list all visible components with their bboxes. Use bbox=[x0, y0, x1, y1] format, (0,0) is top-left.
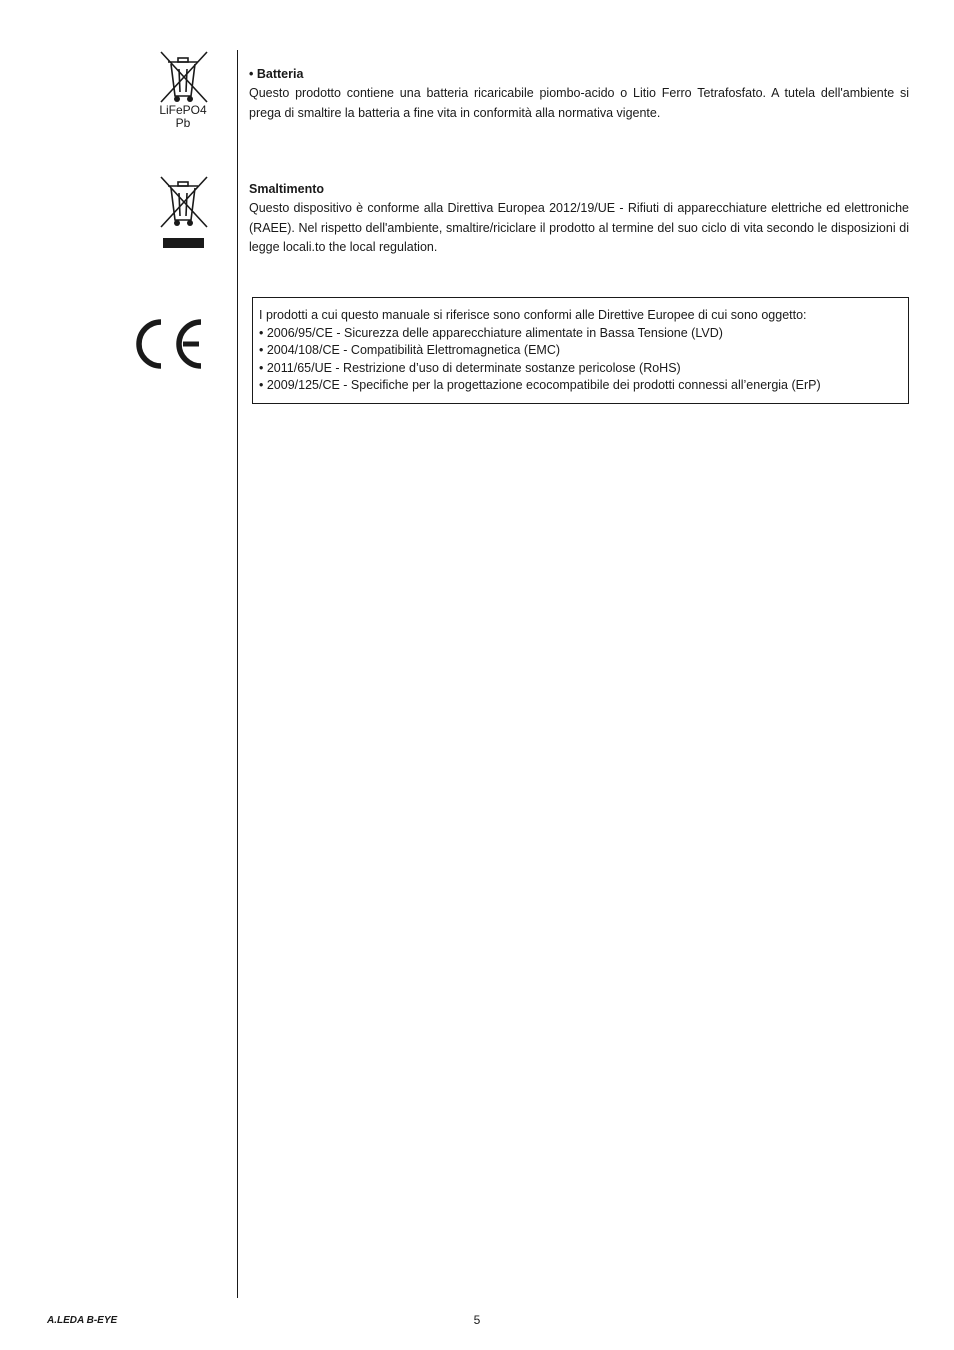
ce-mark-block bbox=[133, 316, 205, 372]
ce-conformity-box bbox=[252, 297, 909, 404]
ce-mark-icon bbox=[133, 316, 205, 372]
directive-list bbox=[259, 325, 902, 395]
disposal-text: Questo dispositivo è conforme alla Direttiva Europea 2012/19/UE - Rifiuti di apparecchiature elettriche ed elettroniche (RAEE). Nel rispetto dell'ambiente, smaltire/riciclare il prodotto al termine del suo ciclo di vita secondo le disposizioni di legge locali.to the local regulation. bbox=[249, 201, 909, 254]
battery-text: Questo prodotto contiene una batteria ricaricabile piombo-acido o Litio Ferro Tetrafosfato. A tutela dell'ambiente si prega di smaltire la batteria a fine vita in conformità alla normativa vigente. bbox=[249, 86, 909, 120]
battery-chemistry-label-2: Pb bbox=[175, 116, 191, 130]
directive-item: • 2006/95/CE - Sicurezza delle apparecchiature alimentate in Bassa Tensione (LVD) bbox=[259, 325, 723, 340]
footer-brand: A.LEDA B-EYE bbox=[47, 1315, 118, 1326]
weee-bin-icon bbox=[152, 176, 214, 252]
directive-item: • 2004/108/CE - Compatibilità Elettromagnetica (EMC) bbox=[259, 343, 561, 357]
disposal-section bbox=[249, 180, 909, 258]
battery-section bbox=[249, 65, 909, 123]
directive-item: • 2011/65/UE - Restrizione d’uso di determinate sostanze pericolose (RoHS) bbox=[259, 360, 681, 375]
crossed-bin-icon bbox=[152, 50, 214, 104]
ce-conformity-intro: I prodotti a cui questo manuale si riferisce sono conformi alle Direttive Europee di cui sono oggetto: bbox=[259, 308, 807, 322]
battery-title: • Batteria bbox=[249, 67, 304, 81]
battery-chemistry-label: LiFePO4 bbox=[159, 103, 207, 117]
battery-disposal-icon-block bbox=[152, 50, 214, 130]
page-number: 5 bbox=[473, 1313, 481, 1327]
disposal-title: Smaltimento bbox=[249, 182, 325, 196]
column-divider bbox=[237, 50, 238, 1298]
weee-icon-block bbox=[152, 176, 214, 252]
directive-item: • 2009/125/CE - Specifiche per la progettazione ecocompatibile dei prodotti connessi all’energia (ErP) bbox=[259, 378, 821, 392]
